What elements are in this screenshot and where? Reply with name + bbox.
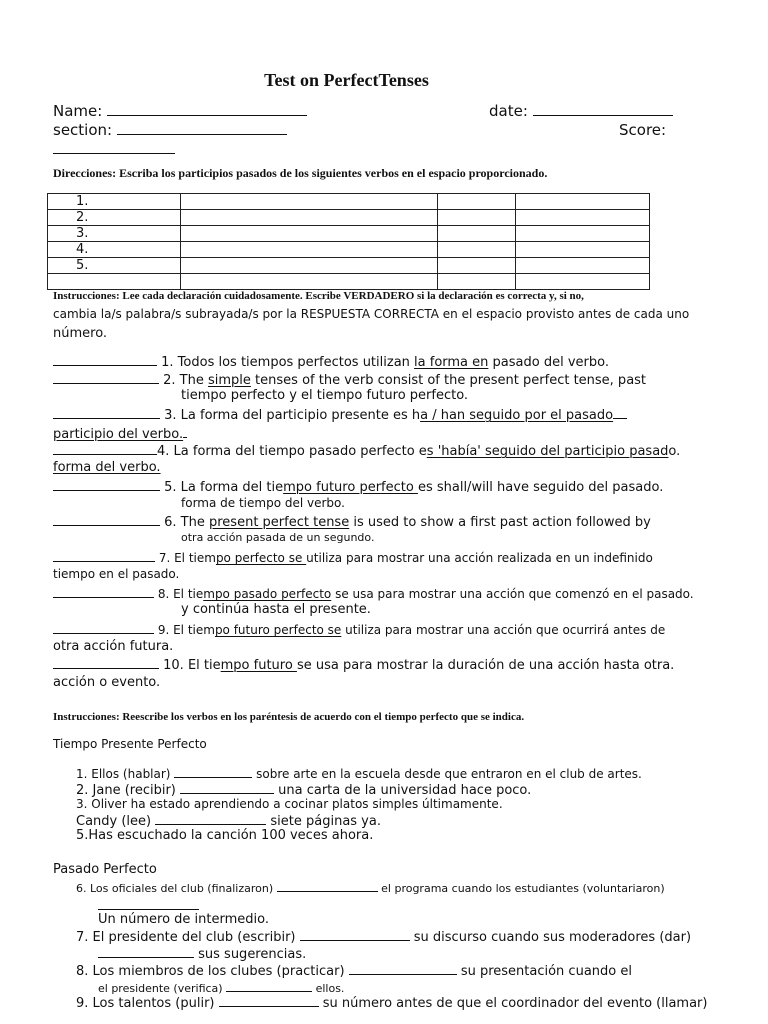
past-item-cont: Un número de intermedio. xyxy=(98,912,269,927)
underlined-phrase: po futuro perfecto se xyxy=(214,623,342,637)
present-perfect-heading: Tiempo Presente Perfecto xyxy=(53,737,207,751)
table-row xyxy=(48,226,650,242)
answer-blank[interactable] xyxy=(98,897,199,910)
underlined-phrase: la forma en xyxy=(414,355,489,370)
answer-cell[interactable] xyxy=(181,226,438,242)
item-text: o. xyxy=(668,444,681,459)
tf-item xyxy=(53,406,627,423)
table-row xyxy=(48,194,650,210)
present-item xyxy=(76,765,642,781)
table-row xyxy=(48,274,650,290)
section1-directions: Direcciones: Escriba los participios pasados de los siguientes verbos en el espacio proporcionado. xyxy=(53,166,548,180)
item-text: Candy (lee) xyxy=(76,814,156,829)
date-blank[interactable] xyxy=(533,103,673,116)
answer-blank[interactable] xyxy=(174,765,252,778)
past-item-cont xyxy=(98,979,344,995)
item-text: una carta de la universidad hace poco. xyxy=(274,783,532,798)
answer-blank[interactable] xyxy=(155,812,266,825)
past-item xyxy=(76,962,632,979)
answer-blank[interactable] xyxy=(53,353,157,366)
item-text: 9. El tiem xyxy=(157,623,215,637)
answer-cell[interactable] xyxy=(516,210,650,226)
answer-cell[interactable] xyxy=(516,242,650,258)
past-perfect-heading: Pasado Perfecto xyxy=(53,862,157,877)
past-item xyxy=(76,994,707,1011)
answer-blank[interactable] xyxy=(53,442,157,455)
tf-item xyxy=(53,656,674,673)
date-label: date: xyxy=(489,102,528,120)
present-item: 3. Oliver ha estado aprendiendo a cocinar platos simples últimamente. xyxy=(76,797,503,811)
underlined-phrase: po perfecto se xyxy=(215,551,307,565)
row-number: 2. xyxy=(48,210,181,226)
item-text: 3. La forma del participio presente es h xyxy=(164,408,421,423)
item-text: su discurso cuando sus moderadores (dar) xyxy=(409,930,692,945)
score-label: Score: xyxy=(619,121,667,139)
answer-cell[interactable] xyxy=(181,194,438,210)
answer-blank[interactable] xyxy=(53,621,154,634)
section-label: section: xyxy=(53,121,113,139)
past-item-cont xyxy=(98,945,306,962)
item-text: 8. Los miembros de los clubes (practicar) xyxy=(76,964,349,979)
answer-blank[interactable] xyxy=(53,656,159,669)
item-text: 1. Todos los tiempos perfectos utilizan xyxy=(161,355,415,370)
item-text: sus sugerencias. xyxy=(194,947,307,962)
answer-blank[interactable] xyxy=(277,879,378,892)
present-item-candy xyxy=(76,812,381,829)
item-text: 2. The xyxy=(163,373,208,388)
row-number xyxy=(48,274,181,290)
row-number: 3. xyxy=(48,226,181,242)
item-text: el presidente (verifica) xyxy=(98,982,227,995)
item-text: 7. El tiem xyxy=(158,551,216,565)
answer-cell[interactable] xyxy=(181,258,438,274)
item-text: utiliza para mostrar una acción realizada en un indefinido xyxy=(306,551,653,565)
past-item xyxy=(76,879,665,895)
underlined-phrase: mpo pasado perfecto xyxy=(203,587,332,601)
answer-blank[interactable] xyxy=(180,781,274,794)
answer-cell[interactable] xyxy=(516,258,650,274)
tf-item xyxy=(53,478,663,495)
item-text: is used to show a first past action followed by xyxy=(349,515,651,530)
answer-cell[interactable] xyxy=(516,194,650,210)
item-text: su número antes de que el coordinador del evento (llamar) xyxy=(318,996,708,1011)
answer-cell[interactable] xyxy=(181,242,438,258)
answer-cell[interactable] xyxy=(438,242,516,258)
tf-item-cont: forma de tiempo del verbo. xyxy=(181,496,345,510)
underlined-phrase: s 'había' seguido del participio pasad xyxy=(426,444,669,459)
item-text: utiliza para mostrar una acción que ocurrirá antes de xyxy=(341,623,666,637)
section3-instructions: Instrucciones: Reescribe los verbos en los paréntesis de acuerdo con el tiempo perfecto que se indica. xyxy=(53,711,525,723)
answer-cell[interactable] xyxy=(516,274,650,290)
item-text: 7. El presidente del club (escribir) xyxy=(76,930,300,945)
underlined-phrase: a / han seguido por el pasado xyxy=(420,408,614,423)
item-text: 10. El tie xyxy=(163,658,221,673)
section-field xyxy=(53,121,287,139)
item-text: 1. Ellos (hablar) xyxy=(76,767,175,781)
answer-blank[interactable] xyxy=(53,406,160,419)
past-item xyxy=(76,928,691,945)
item-text: el programa cuando los estudiantes (voluntariaron) xyxy=(377,882,665,895)
tf-item-cont: acción o evento. xyxy=(53,675,161,690)
table-row xyxy=(48,210,650,226)
answer-blank[interactable] xyxy=(300,928,410,941)
item-text: su presentación cuando el xyxy=(456,964,632,979)
tf-item xyxy=(53,549,653,565)
answer-cell[interactable] xyxy=(438,258,516,274)
present-item: 5.Has escuchado la canción 100 veces ahora. xyxy=(76,828,374,843)
tf-item xyxy=(53,442,680,459)
answer-cell[interactable] xyxy=(516,226,650,242)
tf-item-cont: tiempo perfecto y el tiempo futuro perfecto. xyxy=(181,388,469,403)
participle-table xyxy=(47,193,650,290)
tf-item xyxy=(53,513,651,530)
name-blank[interactable] xyxy=(107,103,307,116)
item-text: 9. Los talentos (pulir) xyxy=(76,996,219,1011)
section2-instructions: Instrucciones: Lee cada declaración cuidadosamente. Escribe VERDADERO si la declaración es correcta y, si no, xyxy=(53,290,584,302)
row-number: 5. xyxy=(48,258,181,274)
item-text: ellos. xyxy=(312,982,345,995)
underlined-phrase: simple xyxy=(208,373,251,388)
table-row xyxy=(48,242,650,258)
item-text: 8. El tie xyxy=(157,587,204,601)
tf-item xyxy=(53,371,646,388)
item-text: tenses of the verb consist of the present perfect tense, past xyxy=(250,373,647,388)
row-number: 1. xyxy=(48,194,181,210)
table-row xyxy=(48,258,650,274)
item-text: pasado del verbo. xyxy=(488,355,609,370)
item-text: siete páginas ya. xyxy=(266,814,381,829)
present-item xyxy=(76,781,531,798)
underline-fill xyxy=(613,406,627,419)
tf-item xyxy=(53,353,609,370)
tf-item xyxy=(53,585,694,601)
answer-blank[interactable] xyxy=(226,979,312,992)
tf-item-cont: y continúa hasta el presente. xyxy=(181,602,371,617)
underlined-phrase: participio del verbo. xyxy=(53,427,184,442)
underlined-phrase: forma del verbo. xyxy=(53,460,161,475)
tf-item-cont: tiempo en el pasado. xyxy=(53,567,180,581)
item-text: 6. The xyxy=(164,515,209,530)
answer-cell[interactable] xyxy=(438,210,516,226)
page-title: Test on PerfectTenses xyxy=(264,70,429,90)
tf-item-cont xyxy=(53,460,161,475)
underline-fill xyxy=(183,425,187,438)
name-field xyxy=(53,102,307,120)
tf-item-cont xyxy=(53,425,187,442)
answer-blank[interactable] xyxy=(219,994,319,1007)
tf-item-cont: otra acción futura. xyxy=(53,639,174,654)
answer-blank[interactable] xyxy=(53,371,159,384)
section2-instructions-line2: cambia la/s palabra/s subrayada/s por la RESPUESTA CORRECTA en el espacio provisto antes de cada uno xyxy=(53,307,690,321)
item-text: se usa para mostrar la duración de una acción hasta otra. xyxy=(296,658,675,673)
tf-item xyxy=(53,621,665,637)
answer-cell[interactable] xyxy=(438,226,516,242)
answer-cell[interactable] xyxy=(438,194,516,210)
answer-blank[interactable] xyxy=(98,945,194,958)
answer-blank[interactable] xyxy=(53,585,154,598)
row-number: 4. xyxy=(48,242,181,258)
answer-blank[interactable] xyxy=(53,478,160,491)
answer-cell[interactable] xyxy=(181,274,438,290)
item-text: sobre arte en la escuela desde que entraron en el club de artes. xyxy=(252,767,642,781)
section-blank[interactable] xyxy=(117,122,287,135)
item-text: 6. Los oficiales del club (finalizaron) xyxy=(76,882,277,895)
answer-blank[interactable] xyxy=(349,962,457,975)
underlined-phrase: mpo futuro xyxy=(220,658,297,673)
item-text: 2. Jane (recibir) xyxy=(76,783,181,798)
tf-item-cont: otra acción pasada de un segundo. xyxy=(181,531,375,544)
answer-cell[interactable] xyxy=(438,274,516,290)
underlined-phrase: mpo futuro perfecto xyxy=(283,480,418,495)
score-blank[interactable] xyxy=(53,140,175,154)
name-label: Name: xyxy=(53,102,103,120)
item-text: se usa para mostrar una acción que comenzó en el pasado. xyxy=(331,587,694,601)
item-text: 4. La forma del tiempo pasado perfecto e xyxy=(157,444,427,459)
section2-instructions-line3: número. xyxy=(53,326,108,341)
underlined-phrase: present perfect tense xyxy=(209,515,350,530)
item-text: es shall/will have seguido del pasado. xyxy=(417,480,664,495)
answer-blank[interactable] xyxy=(53,513,160,526)
answer-blank[interactable] xyxy=(53,549,155,562)
answer-cell[interactable] xyxy=(181,210,438,226)
item-text: 5. La forma del tie xyxy=(164,480,284,495)
date-field xyxy=(489,102,673,120)
